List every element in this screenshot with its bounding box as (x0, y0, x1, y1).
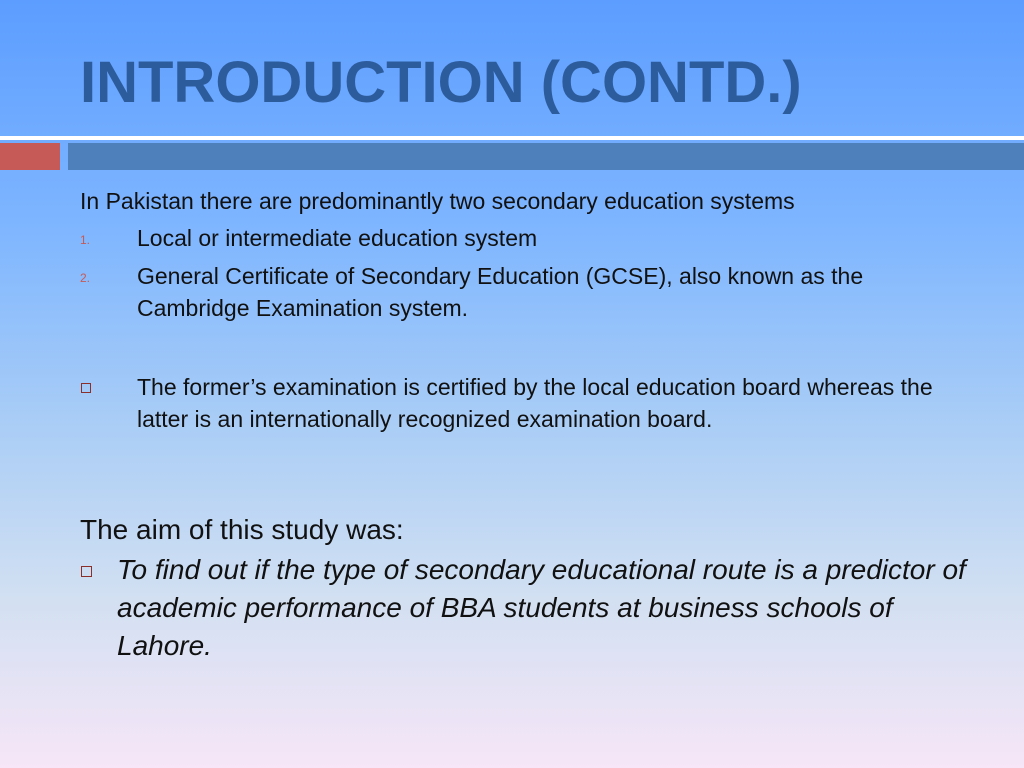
numbered-marker-1: 1. (80, 233, 91, 247)
aim-heading: The aim of this study was: (80, 514, 404, 545)
numbered-item-text-2: General Certificate of Secondary Education (GCSE), also known as the Cambridge Examination system. (137, 263, 864, 321)
aim-bullet (80, 551, 980, 665)
accent-bar-blue (68, 143, 1024, 170)
numbered-item-1 (80, 222, 980, 254)
numbered-item-2 (80, 260, 980, 324)
note-bullet (80, 371, 980, 435)
square-bullet-icon (81, 383, 91, 393)
intro-text: In Pakistan there are predominantly two secondary education systems (80, 188, 795, 214)
aim-text: To find out if the type of secondary educational route is a predictor of academic performance of BBA students at business schools of Lahore. (117, 554, 966, 661)
square-bullet-icon (81, 566, 92, 577)
title-divider (0, 136, 1024, 140)
accent-bar-red (0, 143, 60, 170)
numbered-marker-2: 2. (80, 271, 91, 285)
slide-body (80, 184, 980, 665)
note-text: The former’s examination is certified by the local education board whereas the latter is an internationally recognized examination board. (137, 374, 933, 432)
numbered-item-text-1: Local or intermediate education system (137, 225, 538, 251)
slide-title: INTRODUCTION (CONTD.) (80, 50, 802, 115)
